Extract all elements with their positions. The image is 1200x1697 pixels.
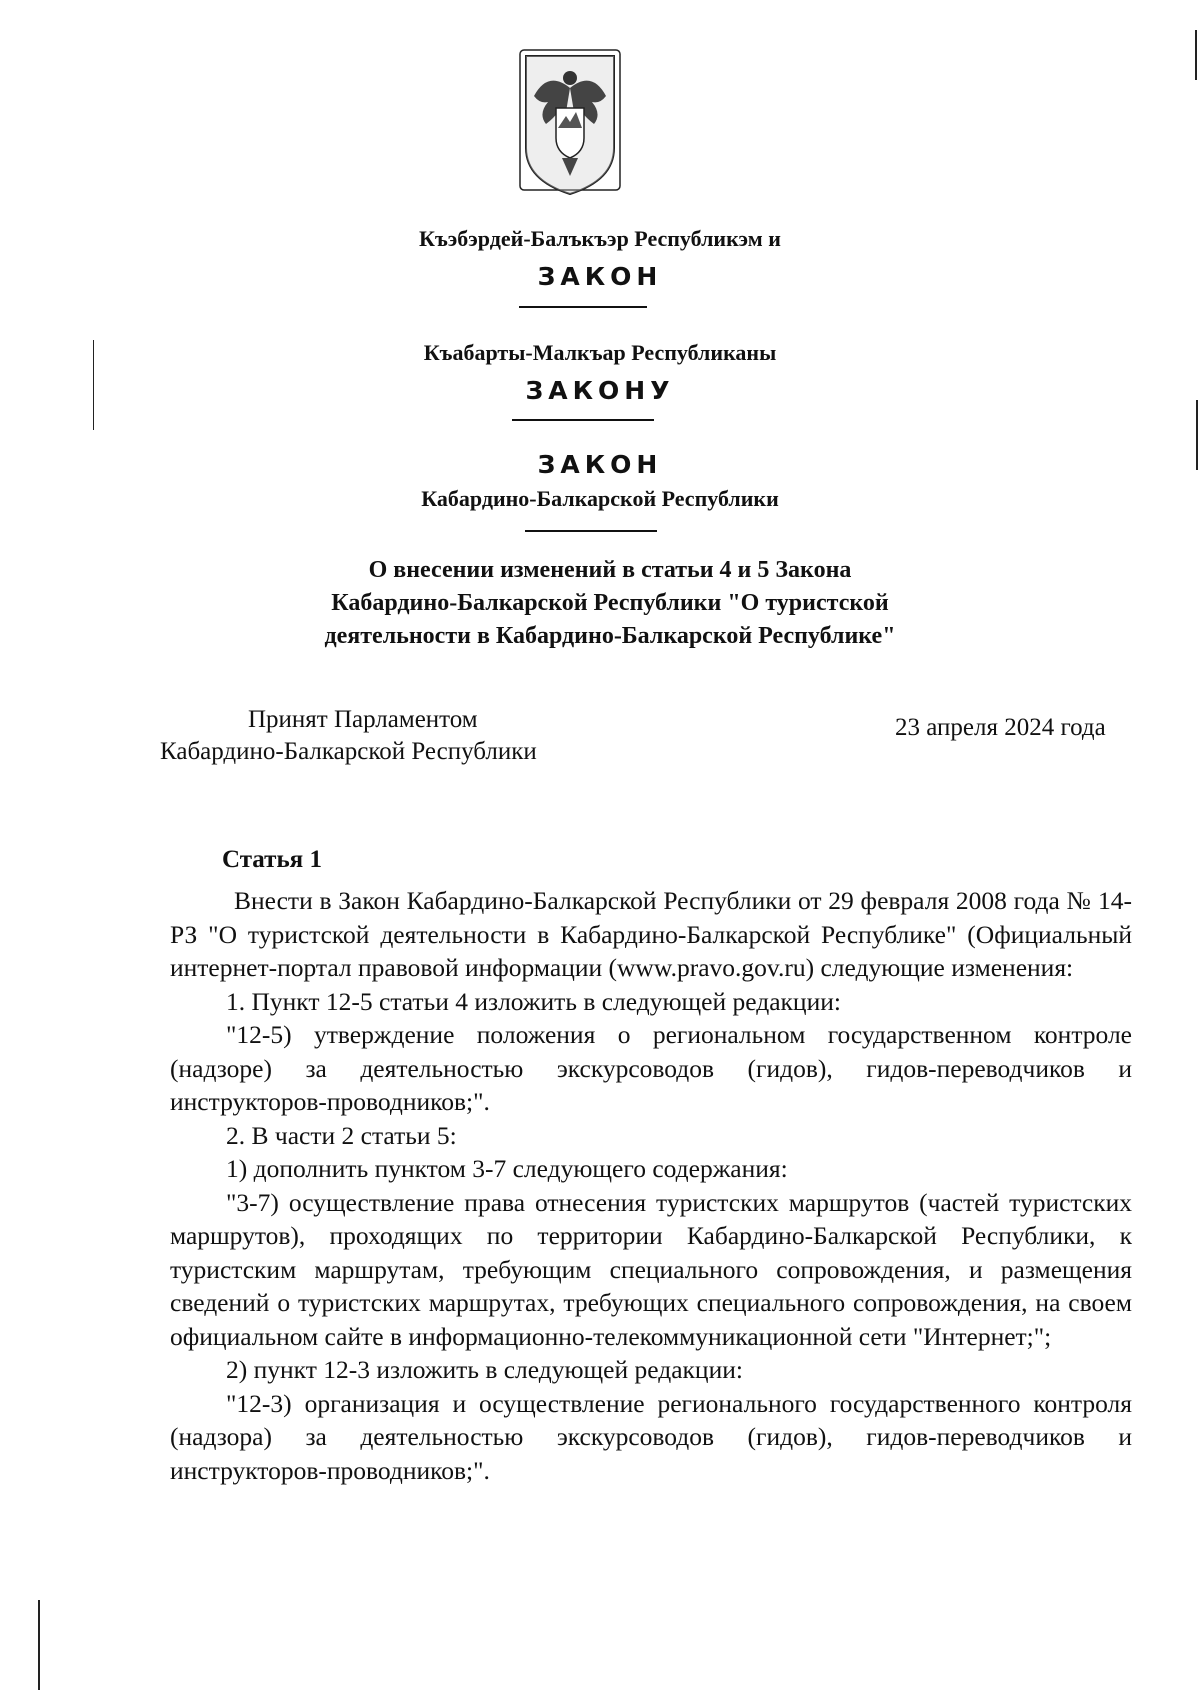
kabardian-republic-name: Къэбэрдей-Балъкъэр Республикэм и — [419, 226, 781, 251]
scan-edge-mark — [38, 1600, 40, 1690]
russian-law-title: ЗАКОН — [537, 450, 663, 479]
article-paragraph: 1. Пункт 12-5 статьи 4 изложить в следующей редакции: — [226, 986, 841, 1016]
law-subject-line: Кабардино-Балкарской Республики "О туристской — [331, 590, 889, 616]
law-subject-line: деятельности в Кабардино-Балкарской Республике" — [324, 623, 896, 649]
article-paragraph: 1) дополнить пунктом 3-7 следующего содержания: — [226, 1154, 788, 1183]
scan-edge-mark — [1195, 30, 1197, 80]
russian-republic-name: Кабардино-Балкарской Республики — [421, 486, 779, 511]
article-paragraph: 2. В части 2 статьи 5: — [226, 1120, 457, 1150]
article-paragraph: "12-3) организация и осуществление регионального государственного контроля (надзора) за деятельностью экскурсоводов (гидов), гидов-переводчиков и инструкторов-проводников;". — [170, 1388, 1132, 1485]
divider-rule — [525, 530, 657, 532]
divider-rule — [519, 306, 647, 308]
article-paragraph: "3-7) осуществление права отнесения туристских маршрутов (частей туристских маршрутов), проходящих по территории Кабардино-Балкарской Республики, к туристским маршрутам, требующим специального сопровождения, и размещения сведений о туристских маршрутах, требующих специального сопровождения, на своем официальном сайте в информационно-телекоммуникационной сети "Интернет;"; — [170, 1187, 1132, 1351]
article-paragraph: 2) пункт 12-3 изложить в следующей редакции: — [226, 1355, 743, 1384]
article-heading: Статья 1 — [222, 846, 322, 873]
article-body — [170, 884, 1132, 1487]
law-subject-line: О внесении изменений в статьи 4 и 5 Закона — [368, 557, 852, 583]
balkar-republic-name: Къабарты-Малкъар Республиканы — [423, 340, 777, 365]
divider-rule — [512, 419, 654, 421]
balkar-law-title: ЗАКОНУ — [525, 376, 675, 405]
adoption-date: 23 апреля 2024 года — [895, 714, 1106, 741]
adopted-by-line: Принят Парламентом — [248, 706, 478, 733]
article-paragraph: "12-5) утверждение положения о региональном государственном контроле (надзоре) за деятельностью экскурсоводов (гидов), гидов-переводчиков и инструкторов-проводников;". — [170, 1020, 1132, 1116]
coat-of-arms-emblem — [518, 48, 622, 198]
article-paragraph: Внести в Закон Кабардино-Балкарской Республики от 29 февраля 2008 года № 14-РЗ "О туристской деятельности в Кабардино-Балкарской Республике" (Официальный интернет-портал правовой информации (www.pravo.gov.ru) следующие изменения: — [170, 886, 1132, 982]
kabardian-law-title: ЗАКОН — [537, 262, 663, 291]
law-subject — [260, 554, 960, 653]
adopted-by-parliament: Кабардино-Балкарской Республики — [160, 738, 537, 765]
